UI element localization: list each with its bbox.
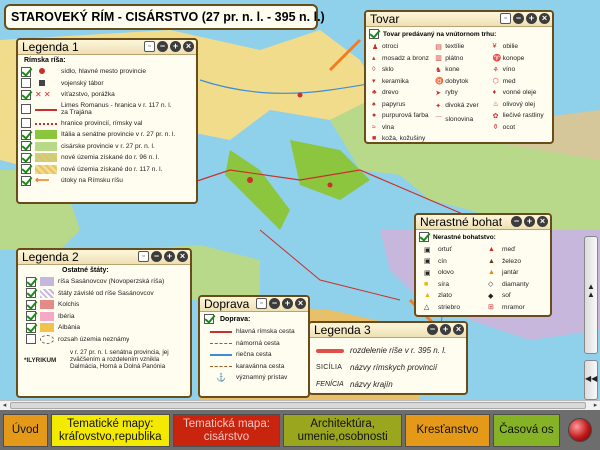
nav-uvod[interactable]: Úvod (3, 414, 48, 447)
legend-row-label: nové územia získané do r. 96 n. l. (61, 154, 160, 162)
goods-item (372, 87, 435, 99)
checkbox[interactable] (21, 78, 31, 88)
mineral-icon: ▣ (424, 258, 431, 266)
mineral-item (424, 256, 488, 268)
nav-timeline[interactable]: Časová os (493, 414, 561, 447)
legend-row (26, 299, 190, 311)
restore-icon[interactable]: ▫ (500, 13, 511, 24)
legend3-key: FENÍCIA (316, 381, 344, 388)
mineral-icon: ▲ (488, 257, 495, 265)
close-icon[interactable]: × (539, 13, 550, 24)
goods-item (435, 87, 492, 99)
minerals-col2 (488, 244, 548, 313)
goods-item (493, 76, 552, 88)
goods-label: liečivé rastliny (502, 112, 544, 120)
add-icon[interactable]: + (170, 41, 181, 52)
goods-item (435, 99, 492, 113)
legend-row (26, 288, 190, 300)
legend-row (26, 276, 190, 288)
legend-row-label: Itália a senátne provincie v r. 27 pr. n. l. (61, 131, 176, 139)
minimize-icon[interactable]: − (511, 216, 522, 227)
doprava-header[interactable] (200, 297, 308, 312)
checkbox[interactable] (21, 67, 31, 77)
mineral-item (488, 267, 548, 279)
goods-item (372, 64, 435, 76)
legend1-panel[interactable] (16, 38, 198, 204)
legend-row (21, 164, 196, 176)
checkbox[interactable] (26, 288, 36, 298)
goods-label: med (502, 77, 516, 85)
add-icon[interactable]: + (164, 251, 175, 262)
legend2-section: Ostatné štáty: (62, 267, 109, 274)
legend3-title: Legenda 3 (314, 323, 371, 337)
scroll-left-icon: ◀◀ (585, 374, 598, 383)
division-line-icon (316, 349, 344, 353)
checkbox[interactable] (21, 130, 31, 140)
tovar-heading: Tovar predávaný na vnútornom trhu: (383, 30, 497, 38)
goods-item (493, 87, 552, 99)
horizontal-scrollbar[interactable] (0, 400, 600, 410)
goods-item (372, 110, 435, 122)
mineral-icon: △ (424, 304, 430, 312)
goods-item (435, 41, 492, 53)
tovar-panel[interactable] (364, 10, 554, 144)
goods-label: sklo (382, 66, 394, 74)
legend-row-label: hranice provincií, rímsky val (61, 119, 143, 127)
goods-item (493, 122, 552, 134)
goods-icon: ⚘ (492, 66, 499, 74)
legend3-label: názvy krajín (350, 380, 393, 389)
checkbox[interactable] (419, 232, 429, 242)
goods-label: konope (502, 54, 525, 62)
checkbox[interactable] (26, 334, 36, 344)
bottom-navigation (0, 410, 600, 450)
legend-row (21, 141, 196, 153)
mineral-label: olovo (438, 269, 454, 277)
scroll-right-arrow-icon[interactable]: ▸ (593, 402, 598, 409)
page-title: STAROVEKÝ RÍM - CISÁRSTVO (27 pr. n. l. - 395 n. l.) (4, 4, 318, 30)
legend-row-label: útoky na Rímsku ríšu (61, 177, 123, 185)
minerals-col1 (424, 244, 488, 313)
mineral-label: železo (502, 257, 522, 265)
transport-label: karavánna cesta (236, 362, 285, 370)
legend-row (21, 101, 196, 118)
checkbox[interactable] (21, 118, 31, 128)
minerals-heading: Nerastné bohatstvo: (433, 233, 496, 241)
mineral-item (488, 244, 548, 256)
legend3-key: SICÍLIA (316, 364, 343, 371)
legend3-label: názvy rímskych provincií (350, 363, 438, 372)
goods-item (372, 53, 435, 65)
mineral-label: ortuť (438, 246, 452, 254)
legend-row-label: cisárske provincie v r. 27 pr. n. l. (61, 142, 155, 150)
transport-label: významný prístav (236, 374, 288, 382)
legend-row: ✕ ✕ víťazstvo, porážka (21, 89, 196, 101)
checkbox[interactable] (26, 300, 36, 310)
nav-christianity[interactable]: Kresťanstvo (405, 414, 489, 447)
anchor-icon: ⚓ (216, 373, 226, 383)
checkbox[interactable] (26, 323, 36, 333)
goods-icon: ■ (372, 135, 377, 143)
mineral-icon: ◆ (488, 292, 494, 300)
goods-label: dobytok (445, 77, 469, 85)
goods-icon: ⬡ (492, 78, 499, 86)
goods-label: papyrus (382, 100, 406, 108)
goods-item (435, 113, 492, 127)
legend-row-label: štáty závislé od ríše Sasánovcov (58, 289, 154, 297)
mineral-label: striebro (438, 303, 460, 311)
goods-label: otroci (382, 43, 399, 51)
goods-item (493, 110, 552, 122)
close-icon[interactable]: × (177, 251, 188, 262)
goods-label: olivový olej (502, 100, 535, 108)
transport-label: riečna cesta (236, 351, 272, 359)
mineral-item (488, 256, 548, 268)
checkbox[interactable] (21, 141, 31, 151)
goods-icon: ✿ (492, 112, 499, 120)
legend2-note-text: v r. 27 pr. n. l. senátna provincia, jej zväčšením a rozdelením vznikla Dalmácia, Horná a Dolná Panónia (70, 349, 169, 371)
nav-thematic-kingdom-republic[interactable]: Tematické mapy: kráľovstvo,republika (51, 414, 170, 447)
scroll-left-button[interactable] (584, 360, 598, 400)
goods-item (493, 41, 552, 53)
legend2-title: Legenda 2 (22, 250, 79, 264)
mineral-item (488, 290, 548, 302)
close-icon[interactable]: × (183, 41, 194, 52)
mineral-item (488, 302, 548, 314)
checkbox[interactable] (21, 176, 31, 186)
minimize-icon[interactable]: − (513, 13, 524, 24)
legend3-row (316, 342, 462, 359)
minerals-panel[interactable] (414, 213, 552, 317)
checkbox[interactable] (204, 314, 214, 324)
scrollbar-thumb[interactable] (10, 402, 586, 409)
add-icon[interactable]: + (282, 298, 293, 309)
doprava-heading: Doprava: (220, 315, 251, 323)
legend-row (21, 152, 196, 164)
goods-icon: ⌒ (435, 116, 443, 124)
goods-icon: ▥ (435, 55, 442, 63)
mineral-label: zlato (438, 292, 452, 300)
mineral-item (488, 279, 548, 291)
checkbox[interactable] (21, 153, 31, 163)
restore-icon[interactable]: ▫ (138, 251, 149, 262)
legend1-title: Legenda 1 (22, 40, 79, 54)
goods-item (435, 76, 492, 88)
mineral-item (424, 279, 488, 291)
goods-item (372, 99, 435, 111)
transport-label: námorná cesta (236, 339, 280, 347)
checkbox[interactable] (369, 29, 379, 39)
goods-icon: ⚱ (492, 124, 499, 132)
legend1-section: Rímska ríša: (24, 57, 66, 64)
tovar-col2 (435, 41, 492, 144)
mineral-icon: ◇ (488, 281, 494, 289)
legend-row-label: rozsah územia neznámy (58, 335, 130, 343)
legend-row: ⟵ útoky na Rímsku ríšu (21, 175, 196, 187)
goods-label: textílie (445, 43, 465, 51)
mineral-label: cín (438, 257, 447, 265)
goods-label: plátno (445, 54, 464, 62)
minimize-icon[interactable]: − (427, 324, 438, 335)
legend-row-label: ríša Sasánovcov (Novoperzská ríša) (58, 278, 165, 286)
mineral-item (424, 244, 488, 256)
legend-row-label: nové územia získané do r. 117 n. l. (61, 165, 163, 173)
scroll-up-button[interactable] (584, 236, 598, 354)
doprava-title: Doprava (204, 297, 250, 311)
add-icon[interactable]: + (526, 13, 537, 24)
goods-label: vlna (382, 123, 395, 131)
goods-item (493, 64, 552, 76)
mineral-icon: ▲ (424, 292, 431, 300)
globe-icon[interactable] (568, 418, 592, 442)
mineral-item (424, 267, 488, 279)
close-icon[interactable]: × (295, 298, 306, 309)
goods-label: purpurová farba (382, 112, 429, 120)
goods-item (493, 99, 552, 111)
goods-icon: ♠ (372, 100, 376, 108)
legend2-panel[interactable] (16, 248, 192, 398)
nav-architecture[interactable]: Architektúra, umenie,osobnosti (283, 414, 402, 447)
tovar-header[interactable] (366, 12, 552, 27)
goods-icon: ➤ (435, 89, 442, 97)
mineral-label: mramor (502, 303, 525, 311)
legend-row-label: Albánia (58, 324, 80, 332)
add-icon[interactable]: + (440, 324, 451, 335)
restore-icon[interactable]: ▫ (144, 41, 155, 52)
goods-label: víno (502, 66, 516, 74)
tovar-title: Tovar (370, 12, 400, 26)
mineral-label: síra (438, 280, 449, 288)
mineral-icon: ▲ (488, 246, 495, 254)
goods-label: keramika (382, 77, 409, 85)
goods-icon: ♈ (492, 55, 502, 63)
goods-icon: ✦ (435, 102, 442, 110)
mineral-label: jantár (502, 269, 519, 277)
minimize-icon[interactable]: − (151, 251, 162, 262)
mineral-label: diamanty (502, 280, 529, 288)
goods-item (372, 122, 435, 134)
legend2-note (18, 345, 190, 371)
transport-item (206, 326, 308, 338)
scroll-up-icon: ▲ ▲ (587, 282, 595, 299)
close-icon[interactable]: × (537, 216, 548, 227)
mineral-icon: ■ (424, 280, 429, 288)
minerals-title: Nerastné bohat (420, 215, 503, 229)
tovar-col3 (493, 41, 552, 144)
legend-row (26, 322, 190, 334)
legend3-label: rozdelenie ríše v r. 395 n. l. (350, 346, 447, 355)
mineral-item (424, 290, 488, 302)
goods-icon: ● (372, 112, 377, 120)
legend-row (21, 66, 196, 78)
checkbox[interactable] (21, 164, 31, 174)
legend-row (26, 334, 190, 346)
goods-icon: ♦ (492, 89, 497, 97)
goods-label: ryby (445, 89, 458, 97)
goods-icon: ♣ (372, 89, 377, 97)
legend3-row (316, 359, 462, 376)
goods-label: drevo (382, 89, 399, 97)
goods-icon: ♨ (492, 101, 499, 109)
legend3-panel[interactable] (308, 321, 468, 395)
goods-icon: ≈ (372, 123, 376, 131)
checkbox[interactable] (21, 104, 31, 114)
transport-item (206, 372, 308, 384)
legend1-header[interactable] (18, 40, 196, 55)
transport-label: hlavná rímska cesta (236, 328, 295, 336)
goods-item (435, 53, 492, 65)
transport-item (206, 338, 308, 350)
mineral-icon: ▲ (488, 269, 495, 277)
goods-label: vonné oleje (502, 89, 537, 97)
legend2-header[interactable] (18, 250, 190, 265)
goods-item (372, 41, 435, 53)
legend3-header[interactable] (310, 323, 466, 338)
restore-icon[interactable]: ▫ (256, 298, 267, 309)
mineral-label: meď (502, 246, 516, 254)
goods-label: mosadz a bronz (382, 54, 429, 62)
legend-row-label: Kolchis (58, 301, 80, 309)
doprava-panel[interactable] (198, 295, 310, 398)
tovar-col1 (372, 41, 435, 144)
scroll-left-arrow-icon[interactable]: ◂ (2, 402, 7, 409)
legend-row (21, 118, 196, 130)
mineral-item (424, 302, 488, 314)
legend-row-label: Limes Romanus - hranica v r. 117 n. l. za Trajána (61, 102, 172, 116)
legend-row (21, 78, 196, 90)
goods-icon: ▤ (435, 43, 442, 51)
legend-row (21, 129, 196, 141)
legend3-row (316, 376, 462, 393)
checkbox[interactable] (26, 277, 36, 287)
goods-icon: ♉ (435, 78, 445, 86)
legend-row-label: Ibéria (58, 312, 75, 320)
goods-label: slonovina (445, 116, 474, 123)
legend2-note-label: *ILYRIKUM (24, 357, 57, 364)
transport-item (206, 361, 308, 373)
minimize-icon[interactable]: − (157, 41, 168, 52)
goods-item (493, 53, 552, 65)
legend-row-label: sídlo, hlavné mesto provincie (61, 68, 147, 76)
goods-icon: ♞ (435, 66, 442, 74)
goods-item (372, 133, 435, 144)
mineral-icon: ⊞ (488, 304, 494, 312)
goods-icon: ¥ (492, 43, 497, 51)
mineral-icon: ▣ (424, 269, 431, 277)
nav-thematic-empire[interactable]: Tematická mapa: cisárstvo (173, 414, 280, 447)
mineral-icon: ▣ (424, 246, 431, 254)
checkbox[interactable] (26, 311, 36, 321)
legend-row-label: víťazstvo, porážka (61, 91, 115, 99)
goods-item (435, 64, 492, 76)
goods-item (372, 76, 435, 88)
goods-label: ocot (502, 123, 516, 131)
goods-label: obilie (502, 43, 519, 51)
minerals-header[interactable] (416, 215, 550, 230)
legend-row (26, 311, 190, 323)
close-icon[interactable]: × (453, 324, 464, 335)
checkbox[interactable] (21, 90, 31, 100)
goods-icon: ◊ (372, 66, 376, 74)
goods-icon: ♟ (372, 43, 379, 51)
minimize-icon[interactable]: − (269, 298, 280, 309)
goods-icon: ▴ (372, 55, 376, 63)
legend-row-label: vojenský tábor (61, 79, 104, 87)
goods-label: divoká zver (445, 102, 479, 109)
transport-item (206, 349, 308, 361)
goods-icon: ▾ (372, 78, 376, 86)
goods-label: koža, kožušiny (382, 135, 426, 143)
add-icon[interactable]: + (524, 216, 535, 227)
goods-label: kone (445, 66, 460, 74)
mineral-label: soľ (502, 292, 511, 300)
